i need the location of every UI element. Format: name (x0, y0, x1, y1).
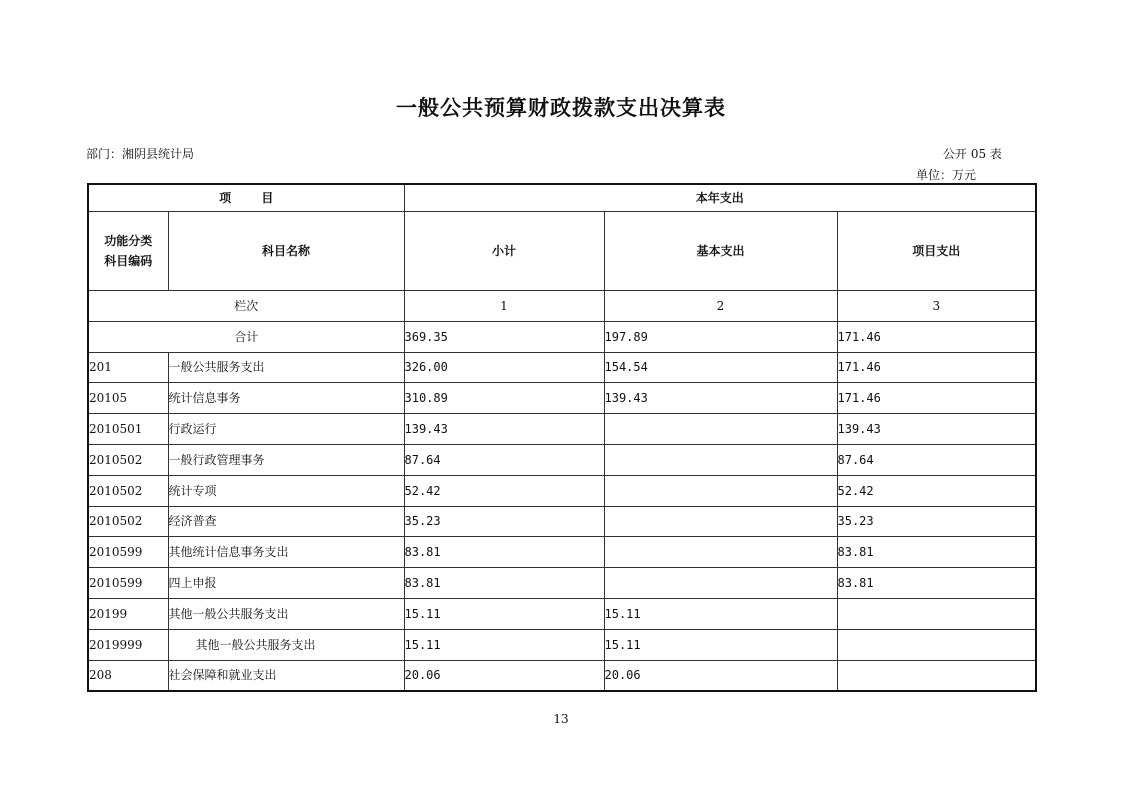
row-project: 171.46 (837, 383, 1036, 414)
row-basic (604, 537, 837, 568)
row-project: 171.46 (837, 352, 1036, 383)
table-row (88, 475, 1036, 506)
budget-table (87, 183, 1037, 692)
row-basic (604, 414, 837, 445)
row-name: 四上申报 (168, 568, 404, 599)
row-project: 139.43 (837, 414, 1036, 445)
header-item: 项 目 (88, 184, 404, 212)
header-subtotal: 小计 (404, 212, 604, 291)
header-code: 功能分类科目编码 (88, 212, 168, 291)
row-code: 2010599 (88, 537, 168, 568)
row-name: 行政运行 (168, 414, 404, 445)
total-basic: 197.89 (604, 321, 837, 352)
table-row (88, 414, 1036, 445)
row-basic: 20.06 (604, 660, 837, 691)
row-code: 2010502 (88, 506, 168, 537)
row-name: 统计信息事务 (168, 383, 404, 414)
row-project (837, 598, 1036, 629)
row-subtotal: 139.43 (404, 414, 604, 445)
column-index-basic: 2 (604, 291, 837, 322)
row-name: 其他一般公共服务支出 (168, 629, 404, 660)
row-code: 2010502 (88, 475, 168, 506)
table-row (88, 537, 1036, 568)
total-label: 合计 (88, 321, 404, 352)
row-name: 一般行政管理事务 (168, 444, 404, 475)
row-code: 208 (88, 660, 168, 691)
total-row (88, 321, 1036, 352)
row-project: 83.81 (837, 537, 1036, 568)
row-code: 201 (88, 352, 168, 383)
row-subtotal: 310.89 (404, 383, 604, 414)
row-basic: 139.43 (604, 383, 837, 414)
page-title: 一般公共预算财政拨款支出决算表 (396, 95, 726, 120)
column-index-label: 栏次 (88, 291, 404, 322)
row-name: 其他一般公共服务支出 (168, 598, 404, 629)
row-project (837, 629, 1036, 660)
row-name: 经济普查 (168, 506, 404, 537)
row-basic (604, 475, 837, 506)
table-row (88, 506, 1036, 537)
column-index-row (88, 291, 1036, 322)
header-name: 科目名称 (168, 212, 404, 291)
row-name: 社会保障和就业支出 (168, 660, 404, 691)
row-subtotal: 52.42 (404, 475, 604, 506)
department-label: 部门：湘阴县统计局 (86, 147, 195, 161)
header-basic: 基本支出 (604, 212, 837, 291)
row-code: 2010501 (88, 414, 168, 445)
row-basic (604, 506, 837, 537)
column-index-subtotal: 1 (404, 291, 604, 322)
form-number: 公开 05 表 (943, 147, 1002, 161)
row-subtotal: 83.81 (404, 568, 604, 599)
table-row (88, 629, 1036, 660)
header-row-top (88, 184, 1036, 212)
table-row (88, 383, 1036, 414)
row-subtotal: 35.23 (404, 506, 604, 537)
row-subtotal: 83.81 (404, 537, 604, 568)
unit-label: 单位：万元 (916, 168, 977, 182)
row-code: 20105 (88, 383, 168, 414)
row-basic (604, 568, 837, 599)
row-basic: 15.11 (604, 629, 837, 660)
row-project: 87.64 (837, 444, 1036, 475)
table-row (88, 444, 1036, 475)
table-row (88, 352, 1036, 383)
total-subtotal: 369.35 (404, 321, 604, 352)
row-project (837, 660, 1036, 691)
page-number: 13 (553, 712, 569, 726)
table-row (88, 598, 1036, 629)
row-basic: 15.11 (604, 598, 837, 629)
table-row (88, 660, 1036, 691)
row-basic (604, 444, 837, 475)
header-current-year: 本年支出 (404, 184, 1036, 212)
table-row (88, 568, 1036, 599)
row-subtotal: 15.11 (404, 598, 604, 629)
row-subtotal: 87.64 (404, 444, 604, 475)
row-code: 20199 (88, 598, 168, 629)
row-name: 统计专项 (168, 475, 404, 506)
header-project: 项目支出 (837, 212, 1036, 291)
row-basic: 154.54 (604, 352, 837, 383)
row-name: 其他统计信息事务支出 (168, 537, 404, 568)
row-code: 2010599 (88, 568, 168, 599)
row-project: 83.81 (837, 568, 1036, 599)
row-code: 2019999 (88, 629, 168, 660)
row-subtotal: 326.00 (404, 352, 604, 383)
row-code: 2010502 (88, 444, 168, 475)
column-index-project: 3 (837, 291, 1036, 322)
row-name: 一般公共服务支出 (168, 352, 404, 383)
row-subtotal: 20.06 (404, 660, 604, 691)
row-project: 52.42 (837, 475, 1036, 506)
row-project: 35.23 (837, 506, 1036, 537)
total-project: 171.46 (837, 321, 1036, 352)
header-row-bottom (88, 212, 1036, 291)
row-subtotal: 15.11 (404, 629, 604, 660)
